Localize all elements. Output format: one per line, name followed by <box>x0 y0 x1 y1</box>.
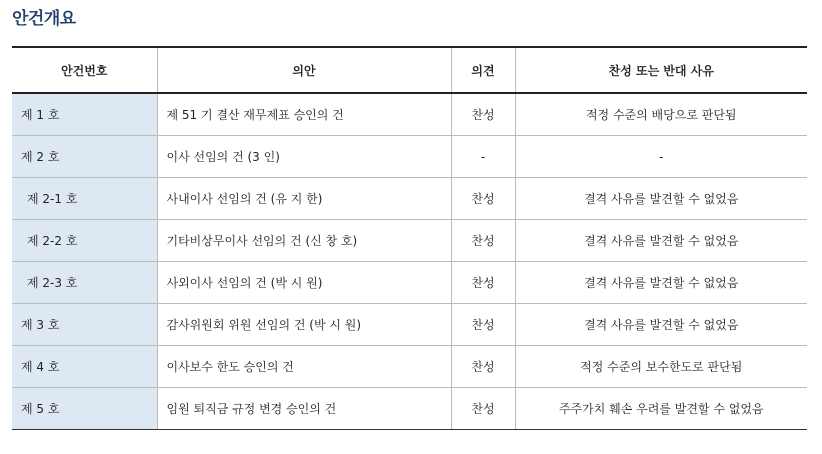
table-row <box>12 304 807 346</box>
agenda-number-cell: 제 5 호 <box>12 388 157 430</box>
agenda-cell: 임원 퇴직금 규정 변경 승인의 건 <box>157 388 451 430</box>
reason-cell: 적정 수준의 보수한도로 판단됨 <box>515 346 807 388</box>
table-header-row <box>12 47 807 93</box>
header-agenda-number: 안건번호 <box>12 47 157 93</box>
table-row <box>12 346 807 388</box>
agenda-table <box>12 46 807 430</box>
header-opinion: 의견 <box>451 47 515 93</box>
section-title: 안건개요 <box>12 9 76 29</box>
agenda-cell: 사외이사 선임의 건 (박 시 원) <box>157 262 451 304</box>
reason-cell: - <box>515 136 807 178</box>
reason-cell: 적정 수준의 배당으로 판단됨 <box>515 93 807 136</box>
agenda-cell: 사내이사 선임의 건 (유 지 한) <box>157 178 451 220</box>
table-row <box>12 388 807 430</box>
opinion-cell: 찬성 <box>451 304 515 346</box>
agenda-number-cell: 제 2 호 <box>12 136 157 178</box>
header-agenda: 의안 <box>157 47 451 93</box>
agenda-number-cell: 제 2-2 호 <box>12 220 157 262</box>
table-row <box>12 178 807 220</box>
opinion-cell: 찬성 <box>451 178 515 220</box>
opinion-cell: 찬성 <box>451 388 515 430</box>
table-row <box>12 220 807 262</box>
reason-cell: 결격 사유를 발견할 수 없었음 <box>515 220 807 262</box>
agenda-number-cell: 제 3 호 <box>12 304 157 346</box>
reason-cell: 결격 사유를 발견할 수 없었음 <box>515 304 807 346</box>
table-row <box>12 136 807 178</box>
agenda-number-cell: 제 2-1 호 <box>12 178 157 220</box>
reason-cell: 주주가치 훼손 우려를 발견할 수 없었음 <box>515 388 807 430</box>
agenda-cell: 제 51 기 결산 재무제표 승인의 건 <box>157 93 451 136</box>
opinion-cell: 찬성 <box>451 220 515 262</box>
agenda-cell: 이사보수 한도 승인의 건 <box>157 346 451 388</box>
agenda-cell: 이사 선임의 건 (3 인) <box>157 136 451 178</box>
agenda-number-cell: 제 2-3 호 <box>12 262 157 304</box>
table-row <box>12 93 807 136</box>
agenda-number-cell: 제 1 호 <box>12 93 157 136</box>
header-reason: 찬성 또는 반대 사유 <box>515 47 807 93</box>
opinion-cell: - <box>451 136 515 178</box>
agenda-cell: 기타비상무이사 선임의 건 (신 창 호) <box>157 220 451 262</box>
table-row <box>12 262 807 304</box>
agenda-number-cell: 제 4 호 <box>12 346 157 388</box>
reason-cell: 결격 사유를 발견할 수 없었음 <box>515 178 807 220</box>
reason-cell: 결격 사유를 발견할 수 없었음 <box>515 262 807 304</box>
agenda-cell: 감사위원회 위원 선임의 건 (박 시 원) <box>157 304 451 346</box>
opinion-cell: 찬성 <box>451 262 515 304</box>
opinion-cell: 찬성 <box>451 93 515 136</box>
opinion-cell: 찬성 <box>451 346 515 388</box>
